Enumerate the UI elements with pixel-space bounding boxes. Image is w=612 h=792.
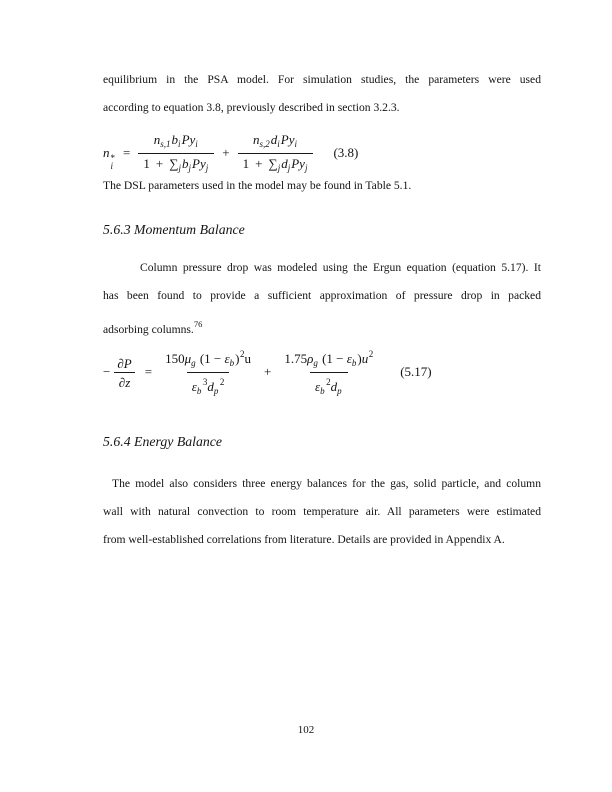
equation-label-3-8: (3.8): [333, 145, 359, 160]
paragraph-momentum: [103, 254, 541, 338]
paragraph-line: according to equation 3.8, previously described in section 3.2.3.: [103, 101, 400, 114]
paragraph-line: [103, 310, 541, 338]
paragraph-equilibrium: [103, 66, 541, 122]
paragraph-dsl: [103, 172, 541, 200]
page-number: 102: [297, 724, 315, 736]
paragraph-energy: [103, 470, 541, 554]
paragraph-line: from well-established correlations from literature. Details are provided in Appendix A.: [103, 533, 505, 546]
paragraph-line: has been found to provide a sufficient approximation of pressure drop in packed: [103, 289, 541, 302]
equation-5-17: [103, 346, 541, 398]
equation-3-8: [103, 128, 541, 178]
equation-5-17-body: − $\frac{\partial P}{\partial z}$ = $\frac{150\mu_g (1 - \varepsilon_b)^2u}{\varepsilon_b^3d_p^2}$ + $\frac{1.75\rho_g (1 - \varepsilon_b)u^2}{\varepsilon_b^2d_p}$: [103, 364, 380, 379]
paragraph-line: Column pressure drop was modeled using the Ergun equation (equation 5.17). It: [140, 261, 541, 274]
paragraph-line: equilibrium in the PSA model. For simulation studies, the parameters were used: [103, 73, 541, 86]
section-heading-5-6-3: 5.6.3 Momentum Balance: [103, 222, 245, 237]
paragraph-line: wall with natural convection to room temperature air. All parameters were estimated: [103, 505, 541, 518]
paragraph-line: The DSL parameters used in the model may be found in Table 5.1.: [103, 179, 412, 192]
footnote-ref-76: 76: [193, 319, 203, 329]
paragraph-text: adsorbing columns.: [103, 323, 194, 336]
paragraph-line: The model also considers three energy balances for the gas, solid particle, and column: [112, 477, 541, 490]
equation-label-5-17: (5.17): [400, 363, 432, 379]
section-heading-5-6-4: 5.6.4 Energy Balance: [103, 434, 223, 449]
equation-3-8-body: n * i = $\frac{n_{s,1}b_iPy_i}{1 + \sum_jb_jPy_j}$ + $\frac{n_{s,2}d_iPy_i}{1 + \sum_jd_jPy_j}$: [103, 145, 315, 160]
